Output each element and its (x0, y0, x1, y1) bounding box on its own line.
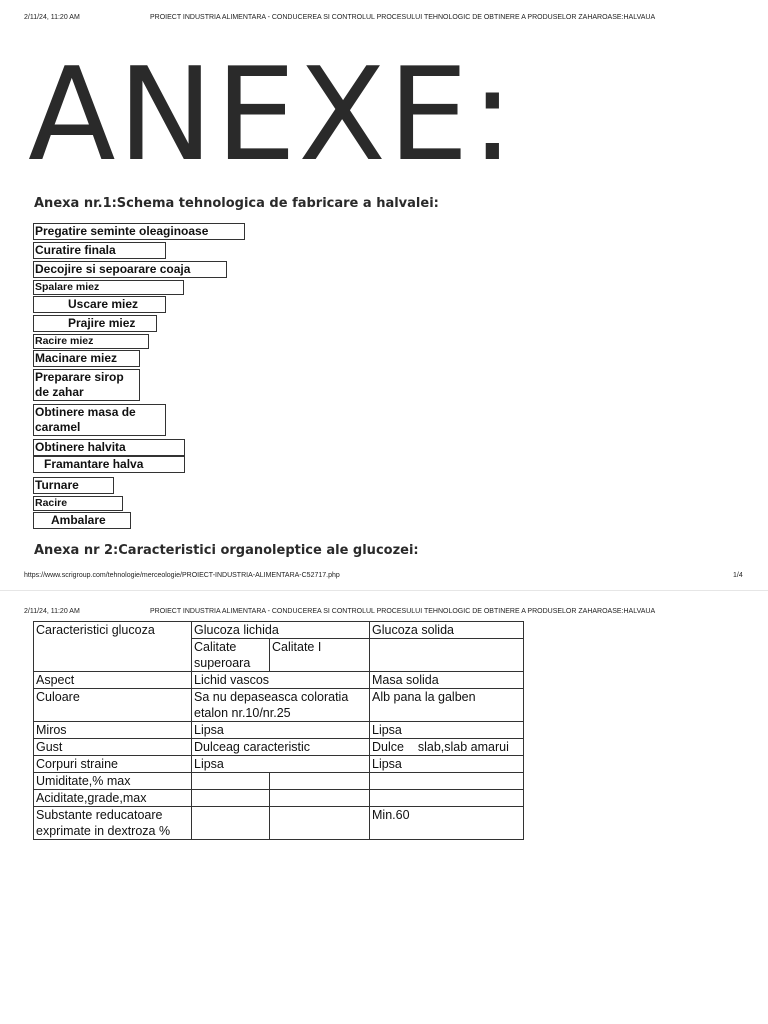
flow-step: Prajire miez (33, 315, 157, 332)
table-cell (270, 773, 370, 790)
table-cell (370, 639, 524, 672)
flow-step: Spalare miez (33, 280, 184, 295)
table-row (34, 739, 524, 756)
table-cell: Alb pana la galben (370, 689, 524, 722)
table-cell: Aspect (34, 672, 192, 689)
page-title: ANEXE: (28, 41, 516, 190)
table-row (34, 756, 524, 773)
table-cell: Umiditate,% max (34, 773, 192, 790)
table-cell (270, 790, 370, 807)
table-cell (192, 790, 270, 807)
table-cell: Culoare (34, 689, 192, 722)
annex2-heading: Anexa nr 2:Caracteristici organoleptice ale glucozei: (34, 543, 419, 558)
table-header-cell: Glucoza solida (370, 622, 524, 639)
table-cell: Miros (34, 722, 192, 739)
page2-header-datetime: 2/11/24, 11:20 AM (24, 608, 80, 615)
glucose-characteristics-table (33, 621, 524, 840)
page2-header-title: PROIECT INDUSTRIA ALIMENTARA - CONDUCEREA SI CONTROLUL PROCESULUI TEHNOLOGIC DE OBTINERE A PRODUSELOR ZAHAROASE:HALVAUA (150, 608, 656, 615)
flow-step: Pregatire seminte oleaginoase (33, 223, 245, 240)
flow-step: Turnare (33, 477, 114, 494)
table-header-cell: Glucoza lichida (192, 622, 370, 639)
table-cell: Lichid vascos (192, 672, 370, 689)
flow-step: Obtinere halvita (33, 439, 185, 456)
flow-step: Uscare miez (33, 296, 166, 313)
flow-step: Decojire si sepoarare coaja (33, 261, 227, 278)
flow-step: Macinare miez (33, 350, 140, 367)
page1-header-datetime: 2/11/24, 11:20 AM (24, 14, 80, 21)
table-row (34, 722, 524, 739)
table-row (34, 689, 524, 722)
table-cell: Corpuri straine (34, 756, 192, 773)
table-cell: Lipsa (370, 756, 524, 773)
table-row (34, 790, 524, 807)
table-header-row (34, 622, 524, 639)
flow-step: Framantare halva (33, 456, 185, 473)
table-cell: Aciditate,grade,max (34, 790, 192, 807)
flow-step: Obtinere masa de caramel (33, 404, 166, 436)
table-cell (192, 807, 270, 840)
page1-header-title: PROIECT INDUSTRIA ALIMENTARA - CONDUCEREA SI CONTROLUL PROCESULUI TEHNOLOGIC DE OBTINERE A PRODUSELOR ZAHAROASE:HALVAUA (150, 14, 656, 21)
table-row (34, 672, 524, 689)
annex1-heading: Anexa nr.1:Schema tehnologica de fabricare a halvalei: (34, 196, 439, 211)
page1-footer-url[interactable]: https://www.scrigroup.com/tehnologie/merceologie/PROIECT-INDUSTRIA-ALIMENTARA-C52717.php (24, 572, 340, 579)
page1-footer-page-number: 1/4 (733, 572, 743, 579)
flow-step: Preparare sirop de zahar (33, 369, 140, 401)
table-cell: Lipsa (192, 722, 370, 739)
table-cell (370, 773, 524, 790)
table-cell (192, 773, 270, 790)
table-cell: Lipsa (370, 722, 524, 739)
table-cell: Substante reducatoare exprimate in dextroza % (34, 807, 192, 840)
table-cell: Dulce slab,slab amarui (370, 739, 524, 756)
table-row (34, 773, 524, 790)
table-subheader-cell: Calitate superoara (192, 639, 270, 672)
table-header-cell: Caracteristici glucoza (34, 622, 192, 672)
flow-step: Ambalare (33, 512, 131, 529)
flow-step: Racire miez (33, 334, 149, 349)
table-cell: Sa nu depaseasca coloratia etalon nr.10/nr.25 (192, 689, 370, 722)
table-cell: Min.60 (370, 807, 524, 840)
table-cell (370, 790, 524, 807)
table-cell: Masa solida (370, 672, 524, 689)
table-cell (270, 807, 370, 840)
flow-step: Curatire finala (33, 242, 166, 259)
table-cell: Dulceag caracteristic (192, 739, 370, 756)
table-row (34, 807, 524, 840)
table-subheader-cell: Calitate I (270, 639, 370, 672)
page-separator (0, 590, 768, 591)
table-cell: Gust (34, 739, 192, 756)
flow-step: Racire (33, 496, 123, 511)
table-cell: Lipsa (192, 756, 370, 773)
